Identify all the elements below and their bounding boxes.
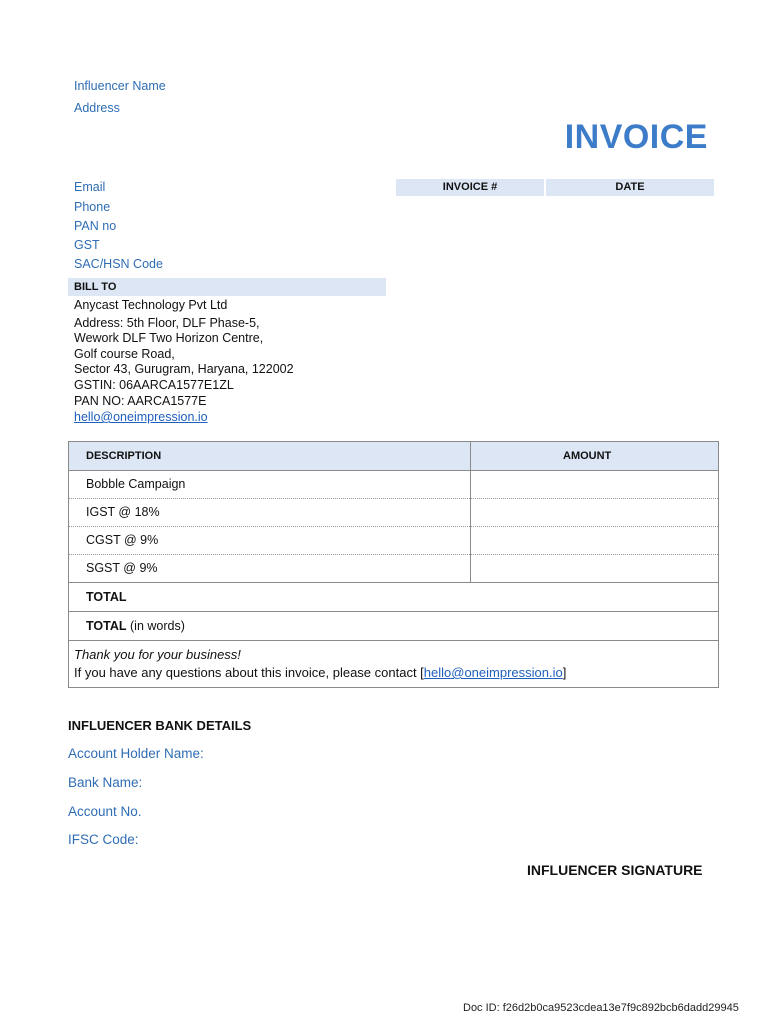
total-row bbox=[69, 583, 718, 612]
contact-text bbox=[74, 665, 566, 680]
account-number-label: Account No. bbox=[68, 804, 142, 819]
influencer-phone: Phone bbox=[74, 200, 111, 214]
total-words-suffix: (in words) bbox=[130, 619, 185, 633]
bill-to-line: Golf course Road, bbox=[74, 347, 175, 361]
invoice-date-header: DATE bbox=[546, 179, 714, 196]
contact-email-link[interactable]: hello@oneimpression.io bbox=[423, 665, 563, 680]
total-words-row bbox=[69, 612, 718, 641]
row-description: Bobble Campaign bbox=[86, 477, 186, 491]
signature-label: INFLUENCER SIGNATURE bbox=[527, 862, 703, 878]
influencer-sac: SAC/HSN Code bbox=[74, 257, 163, 271]
footer-note bbox=[69, 641, 718, 687]
total-words-text bbox=[86, 619, 185, 633]
bill-to-line: Wework DLF Two Horizon Centre, bbox=[74, 331, 264, 345]
row-description: CGST @ 9% bbox=[86, 533, 159, 547]
document-id: Doc ID: f26d2b0ca9523cdea13e7f9c892bcb6dadd29945 bbox=[463, 1002, 739, 1014]
column-divider bbox=[470, 442, 471, 583]
bill-to-line: GSTIN: 06AARCA1577E1ZL bbox=[74, 378, 234, 392]
bill-to-email-link[interactable]: hello@oneimpression.io bbox=[74, 410, 208, 424]
bill-to-line: PAN NO: AARCA1577E bbox=[74, 394, 207, 408]
table-row bbox=[69, 527, 718, 555]
total-label: TOTAL bbox=[86, 590, 127, 604]
table-row bbox=[69, 471, 718, 499]
bill-to-line: Sector 43, Gurugram, Haryana, 122002 bbox=[74, 362, 294, 376]
invoice-title: INVOICE bbox=[564, 118, 708, 156]
bill-to-line: Anycast Technology Pvt Ltd bbox=[74, 298, 228, 312]
row-description: SGST @ 9% bbox=[86, 561, 158, 575]
table-row bbox=[69, 555, 718, 583]
items-table bbox=[68, 441, 719, 688]
ifsc-code-label: IFSC Code: bbox=[68, 832, 139, 847]
row-description: IGST @ 18% bbox=[86, 505, 160, 519]
influencer-name: Influencer Name bbox=[74, 79, 166, 93]
bank-name-label: Bank Name: bbox=[68, 775, 143, 790]
table-header-row bbox=[69, 442, 718, 471]
total-words-label: TOTAL bbox=[86, 619, 127, 633]
account-holder-label: Account Holder Name: bbox=[68, 746, 204, 761]
contact-prefix: If you have any questions about this invoice, please contact [ bbox=[74, 665, 424, 680]
bill-to-line: Address: 5th Floor, DLF Phase-5, bbox=[74, 316, 260, 330]
table-row bbox=[69, 499, 718, 527]
bank-details-title: INFLUENCER BANK DETAILS bbox=[68, 718, 252, 733]
contact-suffix: ] bbox=[562, 665, 567, 680]
influencer-gst: GST bbox=[74, 238, 100, 252]
amount-column-header: AMOUNT bbox=[563, 450, 612, 462]
invoice-number-header: INVOICE # bbox=[396, 179, 544, 196]
thanks-text: Thank you for your business! bbox=[74, 647, 241, 662]
bill-to-header: BILL TO bbox=[68, 278, 386, 296]
influencer-email: Email bbox=[74, 180, 106, 194]
description-column-header: DESCRIPTION bbox=[86, 450, 162, 462]
influencer-address: Address bbox=[74, 101, 120, 115]
influencer-pan: PAN no bbox=[74, 219, 117, 233]
